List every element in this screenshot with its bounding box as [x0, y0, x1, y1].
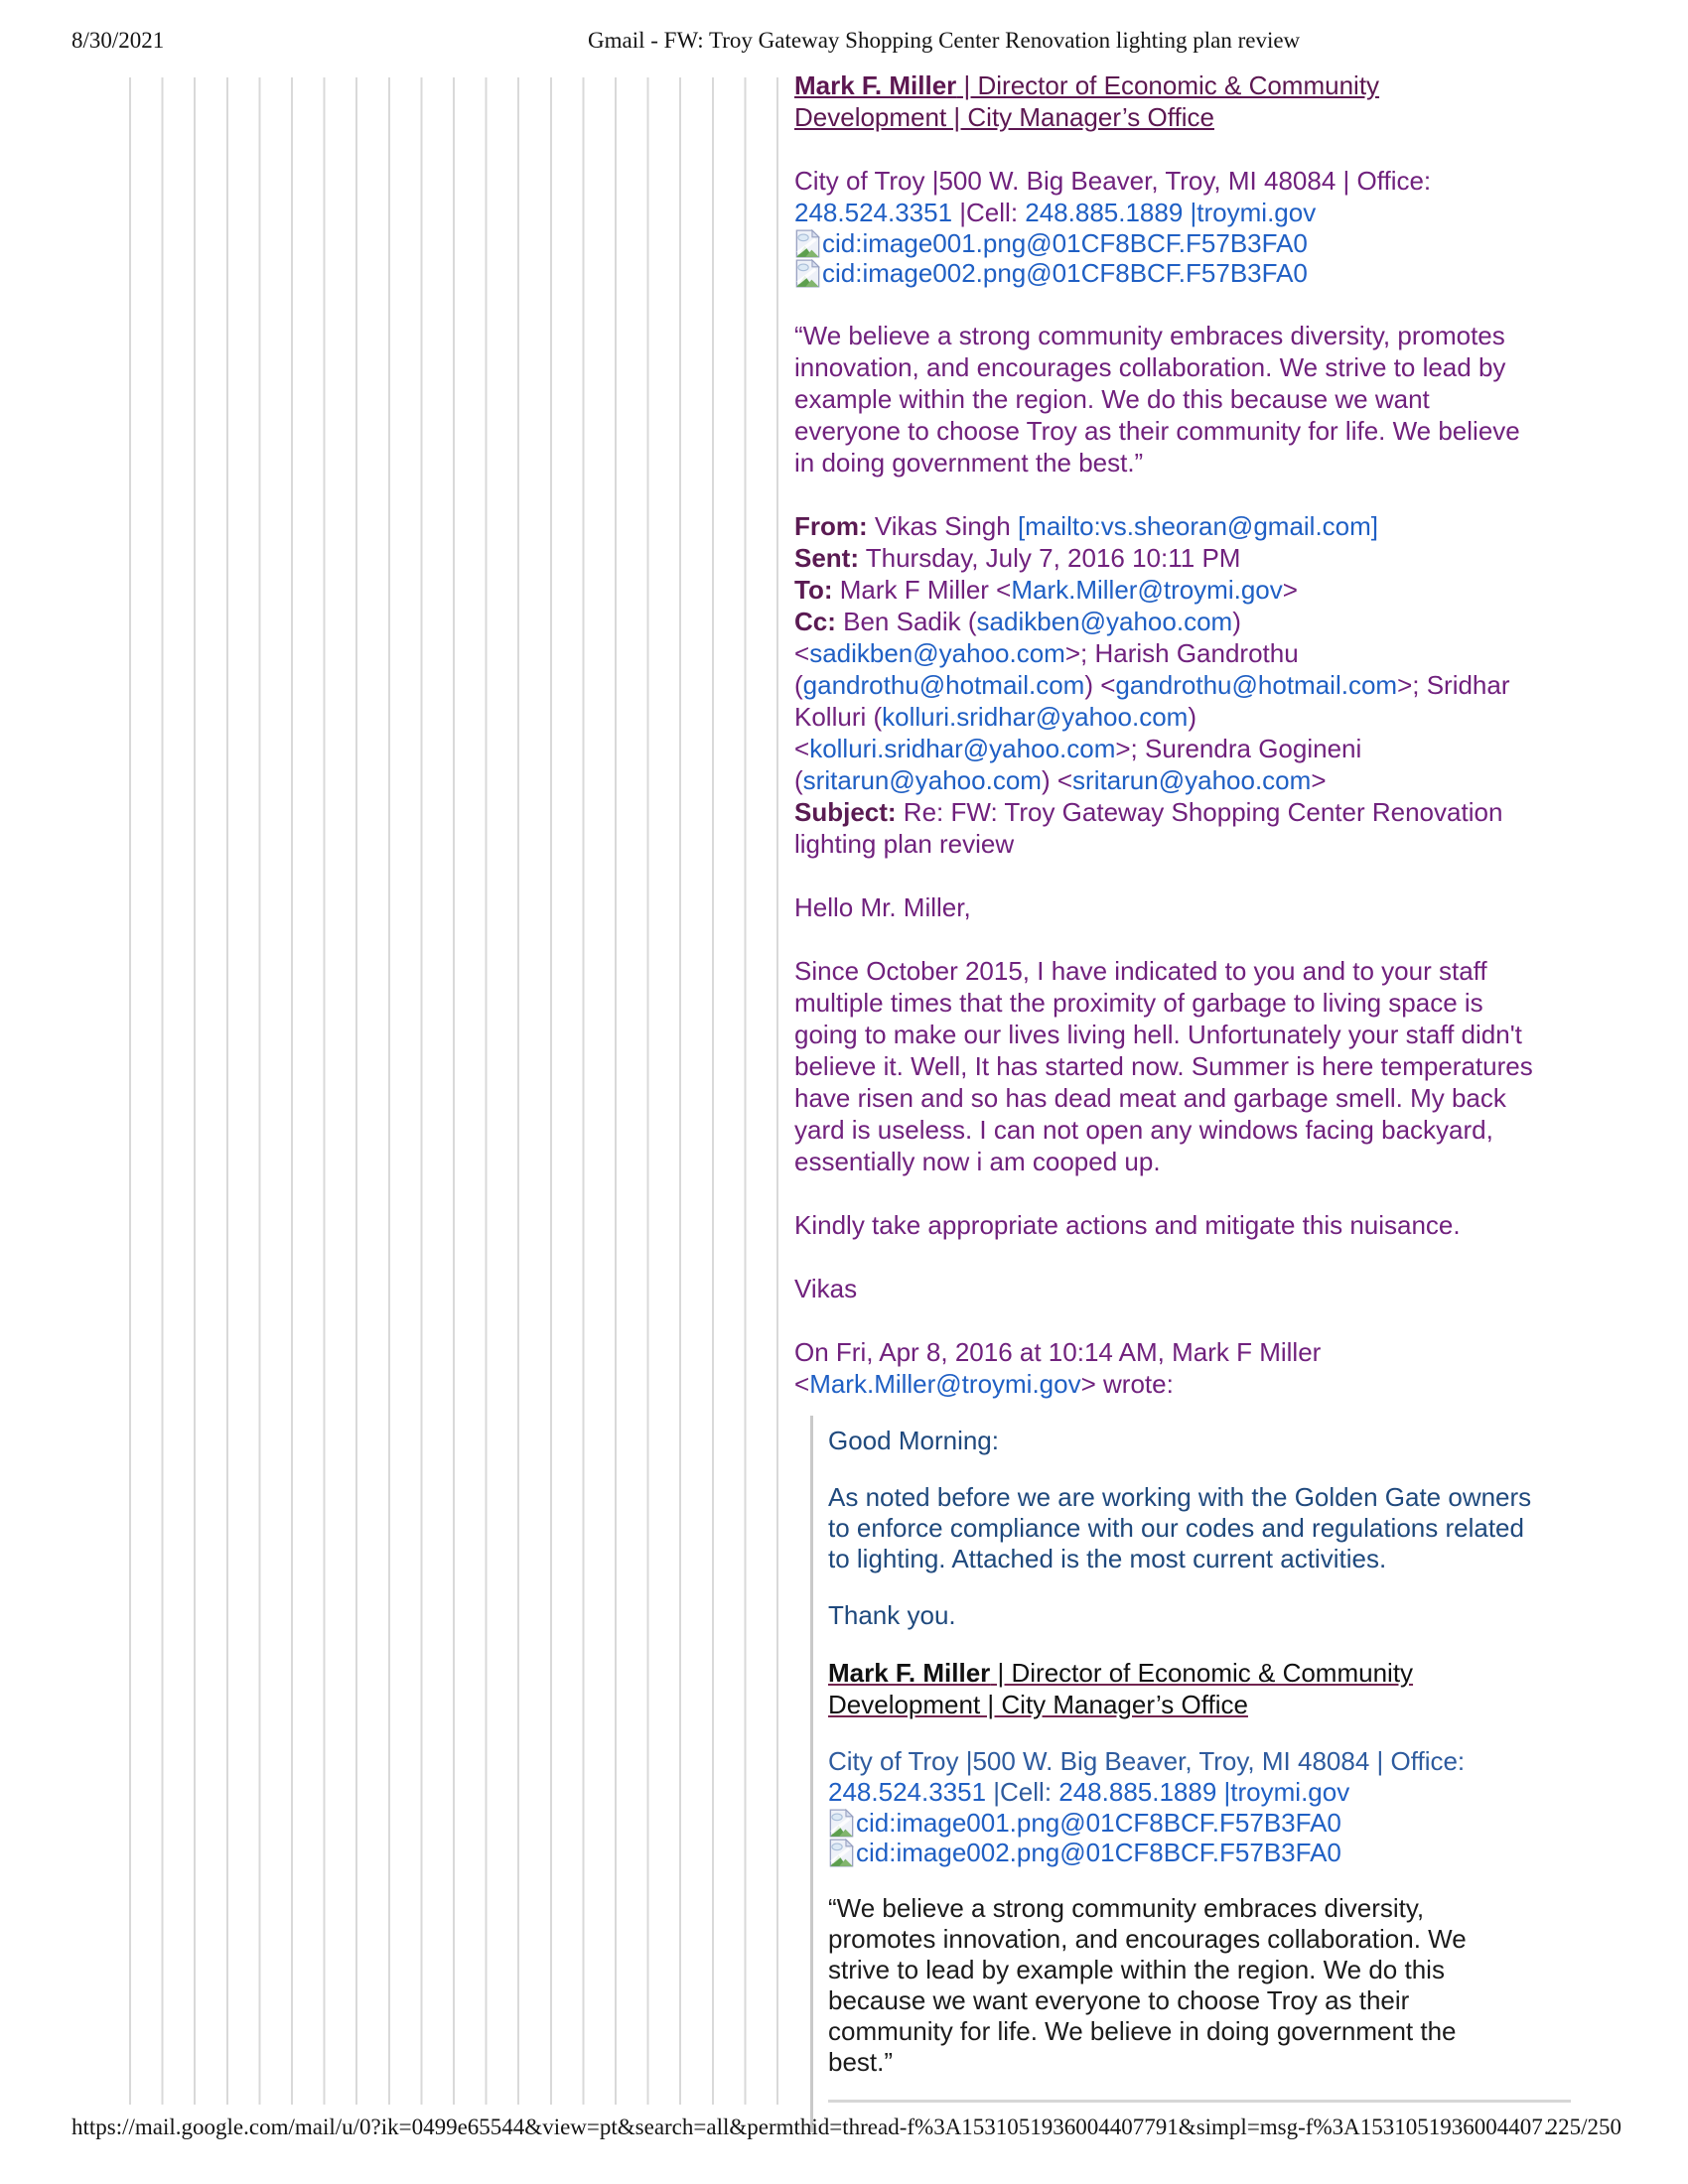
- print-page-title: Gmail - FW: Troy Gateway Shopping Center Renovation lighting plan review: [588, 28, 1301, 53]
- text-line: believe it. Well, It has started now. Summer is here temperatures: [794, 1051, 1533, 1081]
- text-segment: From:: [794, 511, 868, 541]
- text-segment: Re: FW: Troy Gateway Shopping Center Renovation: [896, 797, 1503, 827]
- text-line: As noted before we are working with the Golden Gate owners: [828, 1482, 1532, 1512]
- text-line: community for life. We believe in doing government the: [828, 2016, 1457, 2046]
- text-segment: |Cell:: [952, 198, 1026, 227]
- text-segment: Ben Sadik (: [835, 607, 977, 636]
- text-line: everyone to choose Troy as their community for life. We believe: [794, 416, 1520, 446]
- signature-name: Mark F. Miller: [794, 70, 957, 100]
- text-line: example within the region. We do this because we want: [794, 384, 1430, 414]
- broken-image-label: cid:image001.png@01CF8BCF.F57B3FA0: [856, 1807, 1341, 1838]
- email-link[interactable]: |troymi.gov: [1216, 1777, 1350, 1807]
- text-segment: (: [794, 670, 803, 700]
- text-segment: <: [794, 1369, 810, 1399]
- signature-title-line2: Development | City Manager’s Office: [794, 102, 1214, 132]
- broken-inline-image: [828, 1838, 1589, 1867]
- quoted-signature-motto: [828, 1893, 1589, 2078]
- table-gridlines: [129, 77, 780, 2105]
- quoted-signature-address: [828, 1746, 1589, 1808]
- text-line: multiple times that the proximity of garbage to living space is: [794, 988, 1483, 1018]
- email-link[interactable]: gandrothu@hotmail.com: [1115, 670, 1398, 700]
- header-subject: [794, 796, 1589, 828]
- email-link[interactable]: 248.524.3351: [794, 198, 953, 227]
- text-segment: <: [794, 638, 810, 668]
- text-segment: >; Sridhar: [1397, 670, 1510, 700]
- email-link[interactable]: 248.885.1889: [1025, 198, 1184, 227]
- email-link[interactable]: 248.885.1889: [1058, 1777, 1217, 1807]
- email-link[interactable]: gandrothu@hotmail.com: [802, 670, 1085, 700]
- text-segment: >; Harish Gandrothu: [1064, 638, 1299, 668]
- broken-image-label: cid:image001.png@01CF8BCF.F57B3FA0: [822, 228, 1308, 258]
- quoted-paragraph: [828, 1482, 1589, 1574]
- broken-image-label: cid:image002.png@01CF8BCF.F57B3FA0: [856, 1837, 1341, 1867]
- broken-image-icon: [828, 1839, 855, 1867]
- text-segment: (: [794, 765, 803, 795]
- signature-name: Mark F. Miller: [828, 1658, 991, 1688]
- text-line: because we want everyone to choose Troy as their: [828, 1985, 1410, 2015]
- text-line: best.”: [828, 2047, 894, 2077]
- email-link[interactable]: 248.524.3351: [828, 1777, 987, 1807]
- quoted-reply: [810, 1416, 1589, 2132]
- broken-image-label: cid:image002.png@01CF8BCF.F57B3FA0: [822, 258, 1308, 288]
- header-to: [794, 574, 1589, 606]
- email-link[interactable]: sadikben@yahoo.com: [809, 638, 1065, 668]
- email-content: [794, 69, 1589, 2132]
- text-line: to lighting. Attached is the most current activities.: [828, 1544, 1387, 1573]
- text-line: essentially now i am cooped up.: [794, 1147, 1161, 1176]
- text-segment: ) <: [1041, 765, 1073, 795]
- text-line: have risen and so has dead meat and garbage smell. My back: [794, 1083, 1506, 1113]
- body-paragraph: [794, 955, 1589, 1177]
- broken-inline-image: [794, 228, 1589, 258]
- email-link[interactable]: Mark.Miller@troymi.gov: [1011, 575, 1283, 605]
- print-date: 8/30/2021: [71, 28, 165, 53]
- signature-title: | Director of Economic & Community: [956, 70, 1380, 100]
- text-line: to enforce compliance with our codes and regulations related: [828, 1513, 1524, 1543]
- email-link[interactable]: sritarun@yahoo.com: [1072, 765, 1312, 795]
- text-segment: Mark F Miller <: [832, 575, 1012, 605]
- text-line: “We believe a strong community embraces diversity,: [828, 1893, 1425, 1923]
- print-page-indicator: 225/250: [1546, 2115, 1621, 2139]
- text-line: “We believe a strong community embraces diversity, promotes: [794, 321, 1505, 350]
- text-line: promotes innovation, and encourages collaboration. We: [828, 1924, 1467, 1954]
- text-segment: ): [1232, 607, 1241, 636]
- text-segment: Thursday, July 7, 2016 10:11 PM: [859, 543, 1241, 573]
- text-segment: <: [794, 734, 810, 763]
- print-footer-url: https://mail.google.com/mail/u/0?ik=0499e65544&view=pt&search=all&permthid=thread-f%3A1531051936004407791&simpl=msg-f%3A1531051936004407…: [71, 2115, 1566, 2139]
- text-segment: Vikas Singh: [867, 511, 1018, 541]
- text-segment: Cc:: [794, 607, 836, 636]
- message-separator: [828, 2100, 1571, 2103]
- greeting: Hello Mr. Miller,: [794, 892, 971, 922]
- email-link[interactable]: |troymi.gov: [1183, 198, 1317, 227]
- broken-image-icon: [794, 229, 821, 258]
- text-segment: |Cell:: [986, 1777, 1059, 1807]
- broken-inline-image: [794, 258, 1589, 288]
- text-segment: >: [1282, 575, 1298, 605]
- email-link[interactable]: [mailto:vs.sheoran@gmail.com]: [1017, 511, 1379, 541]
- text-segment: ): [1188, 702, 1196, 732]
- text-segment: > wrote:: [1080, 1369, 1174, 1399]
- signature-title: | Director of Economic & Community: [990, 1658, 1414, 1688]
- header-from: [794, 510, 1589, 542]
- request-line: Kindly take appropriate actions and mitigate this nuisance.: [794, 1210, 1461, 1240]
- message-headers: [794, 510, 1589, 860]
- text-segment: >: [1311, 765, 1327, 795]
- signature-title-line2: Development | City Manager’s Office: [828, 1690, 1248, 1719]
- text-segment: City of Troy |500 W. Big Beaver, Troy, MI 48084 | Office:: [794, 166, 1432, 196]
- email-link[interactable]: sritarun@yahoo.com: [802, 765, 1042, 795]
- broken-image-icon: [828, 1809, 855, 1838]
- signature-heading: [794, 69, 1589, 133]
- text-segment: ) <: [1084, 670, 1116, 700]
- signature-motto: [794, 320, 1589, 478]
- text-segment: >; Surendra Gogineni: [1115, 734, 1362, 763]
- text-segment: lighting plan review: [794, 829, 1015, 859]
- text-segment: On Fri, Apr 8, 2016 at 10:14 AM, Mark F Miller: [794, 1337, 1322, 1367]
- signature-address: [794, 165, 1589, 228]
- email-link[interactable]: sadikben@yahoo.com: [976, 607, 1233, 636]
- email-link[interactable]: kolluri.sridhar@yahoo.com: [882, 702, 1189, 732]
- broken-inline-image: [828, 1808, 1589, 1838]
- text-segment: Subject:: [794, 797, 897, 827]
- broken-image-icon: [794, 259, 821, 288]
- text-line: innovation, and encourages collaboration. We strive to lead by: [794, 352, 1506, 382]
- text-segment: Kolluri (: [794, 702, 883, 732]
- text-line: Since October 2015, I have indicated to you and to your staff: [794, 956, 1487, 986]
- text-line: yard is useless. I can not open any windows facing backyard,: [794, 1115, 1493, 1145]
- email-link[interactable]: Mark.Miller@troymi.gov: [809, 1369, 1081, 1399]
- text-segment: City of Troy |500 W. Big Beaver, Troy, MI 48084 | Office:: [828, 1746, 1466, 1776]
- quoted-signature-heading: [828, 1657, 1589, 1720]
- quoted-closing: Thank you.: [828, 1600, 956, 1630]
- email-link[interactable]: kolluri.sridhar@yahoo.com: [809, 734, 1116, 763]
- header-cc: [794, 606, 1589, 637]
- signoff: Vikas: [794, 1274, 858, 1303]
- text-line: strive to lead by example within the region. We do this: [828, 1955, 1445, 1984]
- reply-intro: [794, 1336, 1589, 1400]
- header-sent: [794, 542, 1589, 574]
- text-line: going to make our lives living hell. Unfortunately your staff didn't: [794, 1020, 1522, 1049]
- text-segment: To:: [794, 575, 833, 605]
- text-line: in doing government the best.”: [794, 448, 1144, 478]
- quoted-greeting: Good Morning:: [828, 1426, 999, 1455]
- text-segment: Sent:: [794, 543, 859, 573]
